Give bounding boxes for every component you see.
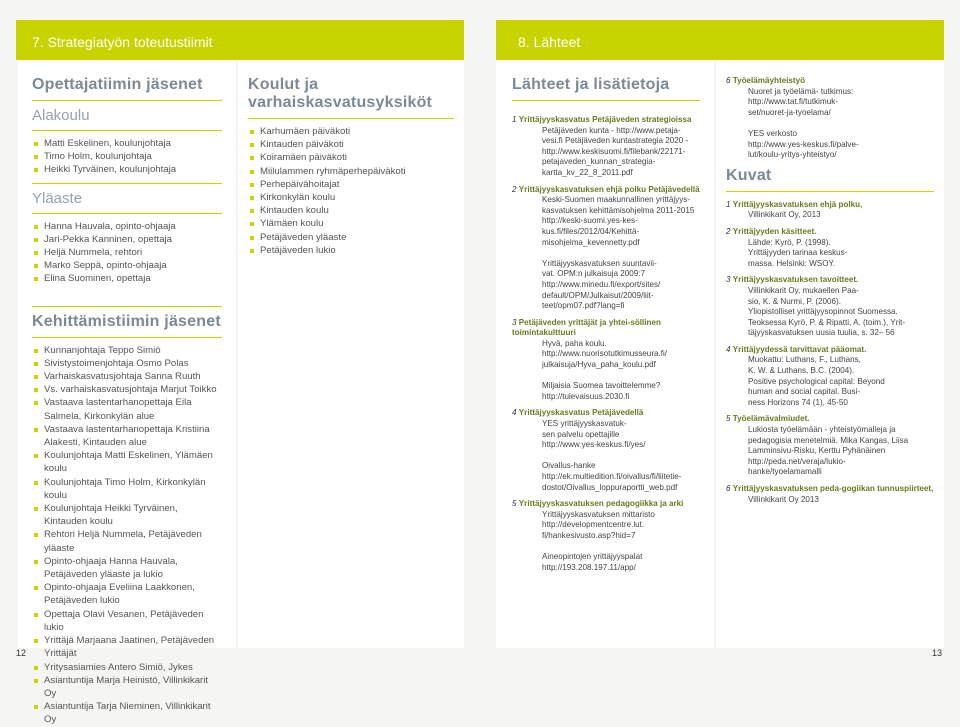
reference-title: Yrittäjyydessä tarvittavat pääomat. bbox=[732, 344, 867, 354]
reference-line: pedagogisia menetelmiä. Mika Kangas, Liisa bbox=[748, 435, 909, 445]
reference-item bbox=[512, 115, 700, 179]
images-title: Kuvat bbox=[726, 166, 772, 184]
divider bbox=[32, 183, 222, 184]
reference-line: Villinkikarit Oy, mukaellen Paa- bbox=[748, 285, 859, 295]
reference-line: lut/koulu-yritys-yhteistyo/ bbox=[748, 150, 837, 160]
right-page bbox=[480, 0, 960, 681]
schools-title: Koulut ja varhaiskasvatusyksiköt bbox=[248, 76, 433, 111]
list-item: Vs. varhaiskasvatusjohtaja Marjut Toikko bbox=[32, 383, 222, 396]
reference-line: teet/opm07.pdf?lang=fi bbox=[542, 301, 625, 311]
list-item: Koiramäen päiväkoti bbox=[248, 151, 454, 164]
reference-line: Hyvä, paha koulu. bbox=[542, 338, 607, 348]
reference-line: Lukiosta työelämään - yhteistyömalleja ja bbox=[748, 425, 896, 435]
reference-item bbox=[512, 408, 700, 493]
sources-column bbox=[496, 62, 714, 648]
reference-line: http://keski-suomi.yes-kes- bbox=[542, 216, 638, 226]
reference-number: 1 bbox=[726, 199, 733, 209]
reference-line: sen palvelu opettajille bbox=[542, 429, 620, 439]
reference-line: Yrittäjyyskasvatuksen mittaristo bbox=[542, 509, 655, 519]
reference-title: Yrittäjyyskasvatuksen pedagogiikka ja arki bbox=[518, 499, 684, 509]
reference-title: Petäjäveden yrittäjät ja yhtei-söllinen toimintakulttuuri bbox=[512, 317, 661, 338]
alakoulu-title: Alakoulu bbox=[32, 107, 90, 124]
reference-line: http://www.keskisuomi.fi/filebank/22171- bbox=[542, 146, 686, 156]
list-item: Vastaava lastentarhanopettaja Kristiina Alakesti, Kintauden alue bbox=[32, 423, 222, 449]
list-item: Kintauden päiväkoti bbox=[248, 138, 454, 151]
reference-line bbox=[512, 542, 700, 553]
list-item: Perhepäivähoitajat bbox=[248, 178, 454, 191]
list-item: Miilulammen ryhmäperhepäiväkoti bbox=[248, 165, 454, 178]
reference-line: hanke/tyoelamamalli bbox=[748, 467, 822, 477]
reference-line: http://193.208.197.11/app/ bbox=[542, 562, 636, 572]
list-item: Asiantuntija Tarja Nieminen, Villinkikarit Oy bbox=[32, 700, 222, 726]
reference-line: http://ek.multiedition.fi/oivallus/fi/liitetie- bbox=[542, 472, 682, 481]
reference-line: Muokattu: Luthans, F., Luthans, bbox=[748, 355, 861, 365]
reference-item bbox=[512, 499, 700, 573]
reference-number: 6 bbox=[726, 76, 733, 85]
list-item: Petäjäveden lukio bbox=[248, 244, 454, 257]
reference-line: ness Horizons 74 (1), 45-50 bbox=[748, 397, 848, 407]
teachers-title: Opettajatiimin jäsenet bbox=[32, 76, 203, 93]
reference-number: 3 bbox=[726, 275, 733, 285]
reference-line: Yliopistolliset yrittäjyysopinnot Suomessa. bbox=[748, 307, 898, 317]
reference-line: YES yrittäjyyskasvatuk- bbox=[542, 419, 627, 429]
ylaaste-list bbox=[32, 220, 222, 286]
reference-line: human and social capital. Busi- bbox=[748, 387, 861, 397]
list-item: Karhumäen päiväkoti bbox=[248, 125, 454, 138]
reference-line: Nuoret ja työelämä- tutkimus: bbox=[748, 86, 854, 96]
reference-number: 5 bbox=[726, 414, 733, 424]
reference-line: http://www.minedu.fi/export/sites/ bbox=[542, 279, 661, 289]
list-item: Yritysasiamies Antero Simiö, Jykes bbox=[32, 661, 222, 674]
list-item: Asiantuntija Marja Heinistö, Villinkikarit Oy bbox=[32, 674, 222, 700]
divider bbox=[726, 191, 934, 192]
reference-line: Miljaisia Suomea tavoittelemme? bbox=[542, 381, 661, 391]
dev-list bbox=[32, 344, 222, 727]
list-item: Matti Eskelinen, koulunjohtaja bbox=[32, 137, 222, 150]
reference-line: Aineopintojen yrittäjyyspalat bbox=[542, 552, 643, 562]
list-item: Varhaiskasvatusjohtaja Sanna Ruuth bbox=[32, 370, 222, 383]
reference-line: massa. Helsinki: WSOY. bbox=[748, 258, 836, 268]
list-item: Opettaja Olavi Vesanen, Petäjäveden lukio bbox=[32, 608, 222, 634]
divider bbox=[32, 130, 222, 131]
reference-line bbox=[512, 248, 700, 259]
reference-line: http://tulevaisuus.2030.fi bbox=[542, 391, 630, 401]
schools-column bbox=[238, 62, 464, 648]
reference-number: 1 bbox=[512, 115, 519, 124]
reference-number: 6 bbox=[726, 484, 733, 493]
reference-line: vat. OPM:n julkaisuja 2009:7 bbox=[542, 269, 646, 279]
alakoulu-list bbox=[32, 137, 222, 177]
list-item: Kintauden koulu bbox=[248, 204, 454, 217]
sources-list bbox=[512, 115, 700, 573]
reference-line: http://www.yes-keskus.fi/yes/ bbox=[542, 440, 646, 450]
reference-line: http://developmentcentre.lut. bbox=[542, 520, 645, 530]
reference-line: fi/hankesivusto.asp?hid=7 bbox=[542, 530, 636, 540]
reference-item bbox=[512, 318, 700, 403]
list-item: Heikki Tyrväinen, koulunjohtaja bbox=[32, 163, 222, 176]
reference-line bbox=[512, 371, 700, 382]
list-item: Koulunjohtaja Matti Eskelinen, Ylämäen koulu bbox=[32, 449, 222, 475]
reference-line: Villinkikarit Oy, 2013 bbox=[748, 210, 821, 220]
reference-line bbox=[726, 118, 934, 129]
reference-title: Yrittäjyyskasvatus Petäjävedellä bbox=[518, 408, 644, 418]
reference-number: 2 bbox=[726, 226, 733, 236]
reference-number: 5 bbox=[512, 499, 519, 509]
ylaaste-title: Yläaste bbox=[32, 189, 83, 207]
reference-line: dostot/Oivallus_loppuraportti_web.pdf bbox=[542, 482, 678, 492]
list-item: Elina Suominen, opettaja bbox=[32, 272, 222, 285]
list-item: Opinto-ohjaaja Hanna Hauvala, Petäjäveden yläaste ja lukio bbox=[32, 555, 222, 581]
list-item: Jari-Pekka Kanninen, opettaja bbox=[32, 233, 222, 246]
reference-number: 2 bbox=[512, 184, 519, 194]
reference-line: default/OPM/Julkaisut/2009/liit- bbox=[542, 290, 654, 300]
list-item: Rehtori Heljä Nummela, Petäjäveden yläaste bbox=[32, 528, 222, 554]
reference-title: Yrittäjyyskasvatuksen ehjä polku Petäjävedellä bbox=[518, 184, 700, 194]
reference-item bbox=[726, 414, 934, 478]
list-item: Koulunjohtaja Heikki Tyrväinen, Kintauden koulu bbox=[32, 502, 222, 528]
reference-line: Lähde: Kyrö, P. (1998). bbox=[748, 237, 831, 247]
reference-line: Oivallus-hanke bbox=[542, 461, 596, 471]
reference-line: Yrittäjyyden tarinaa keskus- bbox=[748, 248, 848, 258]
images-column bbox=[716, 62, 944, 648]
reference-title: Yrittäjyyskasvatus Petäjäveden strategioissa bbox=[518, 115, 692, 124]
list-item: Kunnanjohtaja Teppo Simiö bbox=[32, 344, 222, 357]
list-item: Sivistystoimenjohtaja Osmo Polas bbox=[32, 357, 222, 370]
left-page bbox=[0, 0, 480, 726]
reference-line: set/nuoret-ja-tyoelama/ bbox=[748, 107, 831, 117]
reference-item bbox=[726, 227, 934, 269]
reference-title: Työelämävalmiudet. bbox=[732, 414, 810, 424]
reference-line: Positive psychological capital: Beyond bbox=[748, 376, 885, 386]
list-item: Hanna Hauvala, opinto-ohjaaja bbox=[32, 220, 222, 233]
reference-line: täjyyskasvatuksen uusia tuulia, s. 32– 56 bbox=[748, 328, 895, 338]
list-item: Kirkonkylän koulu bbox=[248, 191, 454, 204]
reference-line: Lamminsivu-Risku, Kerttu Pyhänäinen bbox=[748, 446, 886, 456]
reference-title: Yrittäjyyskasvatuksen ehjä polku, bbox=[732, 199, 863, 209]
reference-line: http://www.nuorisotutkimusseura.fi/ bbox=[542, 349, 668, 359]
reference-item bbox=[726, 484, 934, 505]
divider bbox=[32, 100, 222, 101]
col4-refs bbox=[726, 76, 934, 161]
page-number-left: 12 bbox=[16, 648, 27, 658]
reference-number: 4 bbox=[726, 344, 733, 354]
reference-item bbox=[726, 76, 934, 161]
reference-line: kartta_kv_22_8_2011.pdf bbox=[542, 167, 633, 177]
list-item: Petäjäveden yläaste bbox=[248, 231, 454, 244]
list-item: Vastaava lastentarhanopettaja Eila Salmela, Kirkonkylän alue bbox=[32, 396, 222, 422]
reference-line: Villinkikarit Oy 2013 bbox=[748, 494, 819, 504]
reference-line: http://peda.net/veraja/lukio- bbox=[748, 456, 846, 466]
dev-title: Kehittämistiimin jäsenet bbox=[32, 312, 221, 330]
reference-number: 4 bbox=[512, 408, 519, 418]
reference-line: YES verkosto bbox=[748, 128, 798, 138]
reference-item bbox=[726, 200, 934, 221]
divider bbox=[248, 118, 454, 119]
reference-line: http://www.yes-keskus.fi/palve- bbox=[748, 139, 859, 149]
left-header: 7. Strategiatyön toteutustiimit bbox=[16, 20, 464, 60]
reference-item bbox=[726, 275, 934, 339]
right-header: 8. Lähteet bbox=[496, 20, 944, 60]
reference-number: 3 bbox=[512, 317, 519, 327]
sources-title: Lähteet ja lisätietoja bbox=[512, 76, 670, 93]
reference-line: Keski-Suomen maakunnallinen yrittäjyys- bbox=[542, 195, 690, 205]
reference-title: Yrittäjyyskasvatuksen tavoitteet. bbox=[732, 275, 859, 285]
list-item: Marko Seppä, opinto-ohjaaja bbox=[32, 259, 222, 272]
reference-line: julkaisuja/Hyva_paha_koulu.pdf bbox=[542, 360, 656, 370]
divider bbox=[32, 306, 222, 307]
list-item: Timo Holm, koulunjohtaja bbox=[32, 150, 222, 163]
reference-line: Teoksessa Kyrö, P. & Ripatti, A. (toim.), Yrit- bbox=[748, 317, 906, 327]
images-list bbox=[726, 200, 934, 505]
page-number-right: 13 bbox=[932, 648, 943, 658]
divider bbox=[32, 337, 222, 338]
reference-line: misohjelma_kevennetty.pdf bbox=[542, 237, 640, 247]
schools-list bbox=[248, 125, 454, 257]
list-item: Opinto-ohjaaja Eveliina Laakkonen, Petäjäveden lukio bbox=[32, 581, 222, 607]
reference-item bbox=[512, 185, 700, 312]
reference-title: Yrittäjyyskasvatuksen peda-gogiikan tunnuspiirteet, bbox=[732, 484, 934, 493]
reference-line: kus.fi/files/2012/04/Kehittä- bbox=[542, 226, 640, 236]
reference-line: petajaveden_kunnan_strategia- bbox=[542, 157, 656, 167]
list-item: Yrittäjä Marjaana Jaatinen, Petäjäveden Yrittäjät bbox=[32, 634, 222, 660]
reference-line: sio, K. & Nurmi, P. (2006). bbox=[748, 296, 841, 306]
reference-line: K. W. & Luthans, B.C. (2004). bbox=[748, 366, 855, 376]
list-item: Ylämäen koulu bbox=[248, 217, 454, 230]
reference-line: http://www.tat.fi/tutkimuk- bbox=[748, 97, 838, 107]
reference-line bbox=[512, 451, 700, 462]
list-item: Koulunjohtaja Timo Holm, Kirkonkylän koulu bbox=[32, 476, 222, 502]
reference-line: Yrittäjyyskasvatuksen suuntavii- bbox=[542, 258, 657, 268]
reference-item bbox=[726, 345, 934, 409]
divider bbox=[512, 100, 700, 101]
reference-title: Yrittäjyyden käsitteet. bbox=[732, 226, 817, 236]
reference-line: vesi.fi Petäjäveden kuntastrategia 2020 - bbox=[542, 136, 689, 146]
reference-line: Petäjäveden kunta - http://www.petaja- bbox=[542, 125, 681, 135]
reference-line: kasvatuksen kehittämisohjelma 2011-2015 bbox=[542, 205, 695, 215]
divider bbox=[32, 213, 222, 214]
reference-title: Työelämäyhteistyö bbox=[732, 76, 806, 85]
list-item: Heljä Nummela, rehtori bbox=[32, 246, 222, 259]
